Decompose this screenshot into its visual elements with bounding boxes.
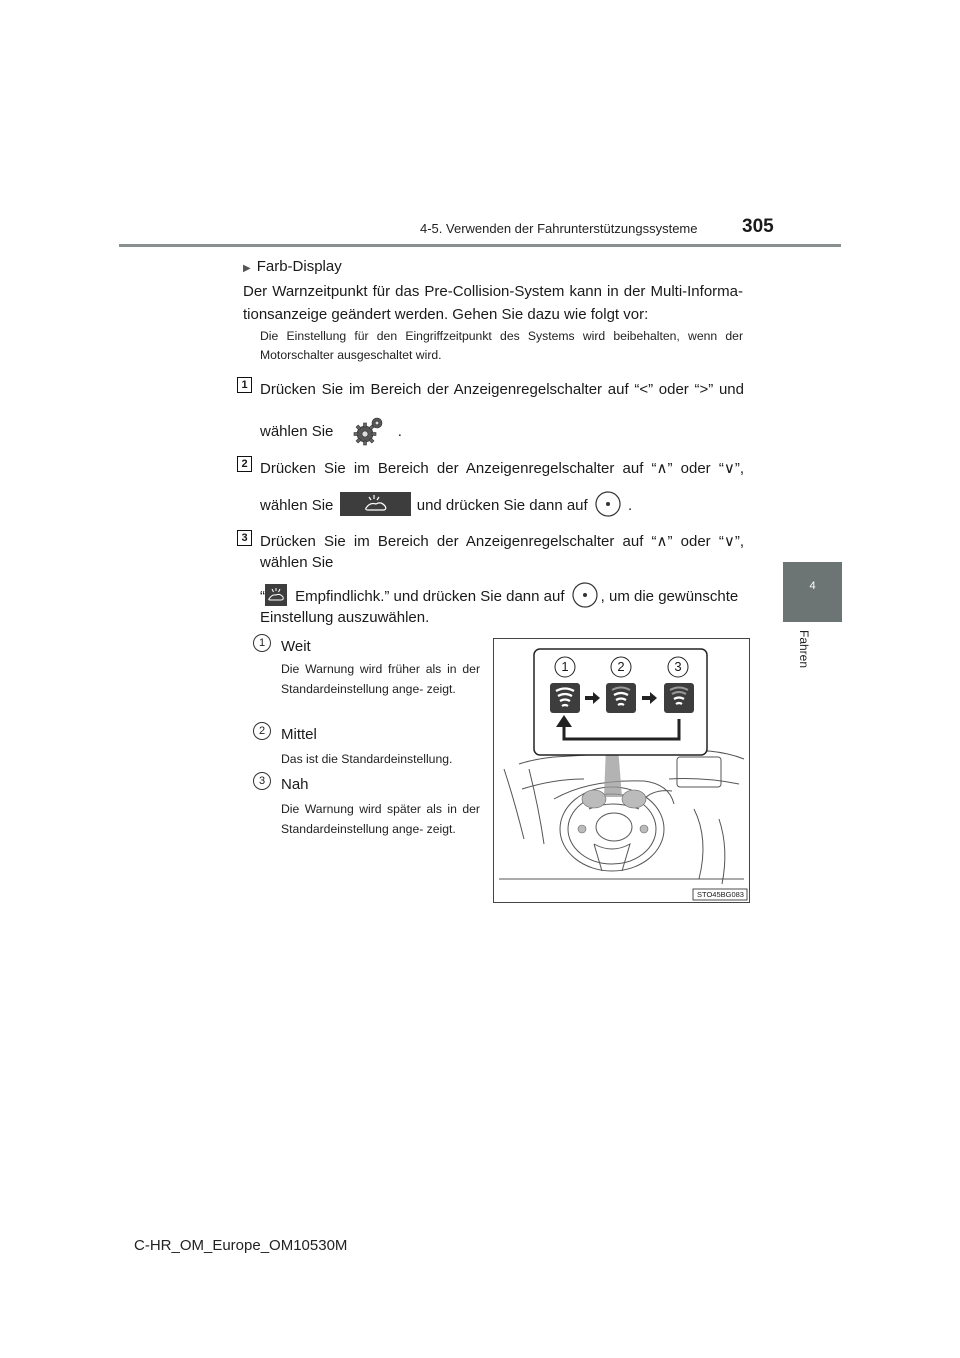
ok-button-icon <box>571 581 599 609</box>
step-3-text-c: , um die gewünschte <box>600 588 739 605</box>
pre-collision-icon <box>340 492 411 516</box>
step-1-text-b: . <box>397 423 402 440</box>
chapter-label: Fahren <box>797 630 811 669</box>
step-3-text-b: Empfindlichk.” und drücken Sie dann auf <box>295 588 565 605</box>
settings-gear-icon <box>352 414 386 448</box>
option-1-title: Weit <box>281 638 311 655</box>
triangle-bullet-icon: ▶ <box>243 263 251 274</box>
step-1-marker: 1 <box>237 377 252 393</box>
dashboard-drawing <box>494 639 749 902</box>
step-1-line1: Drücken Sie im Bereich der Anzeigenregelschalter auf “<” oder “>” und <box>260 381 744 398</box>
option-3-number: 3 <box>253 772 271 790</box>
header-rule <box>119 244 841 247</box>
figure-code: STO45BG083 <box>697 890 744 899</box>
sensitivity-illustration <box>493 638 750 903</box>
step-2-text-c: . <box>628 497 633 514</box>
step-1-text-a: wählen Sie <box>260 423 334 440</box>
option-2-desc: Das ist die Standardeinstellung. <box>281 752 453 766</box>
option-1-number: 1 <box>253 634 271 652</box>
step-3-line3 <box>260 581 738 609</box>
section-title: 4-5. Verwenden der Fahrunterstützungssysteme <box>420 221 698 236</box>
ok-button-icon <box>594 490 622 518</box>
step-3-marker: 3 <box>237 530 252 546</box>
step-1-line2 <box>260 414 402 448</box>
pre-collision-small-icon <box>265 584 287 606</box>
figure-label-2: 2 <box>617 659 625 674</box>
option-2-title: Mittel <box>281 726 317 743</box>
figure-label-1: 1 <box>561 659 569 674</box>
document-code: C-HR_OM_Europe_OM10530M <box>134 1237 348 1254</box>
figure-label-3: 3 <box>674 659 682 674</box>
step-3-line4: Einstellung auszuwählen. <box>260 609 430 626</box>
step-2-text-b: und drücken Sie dann auf <box>416 497 588 514</box>
option-3-title: Nah <box>281 776 309 793</box>
bullet-heading <box>243 256 342 279</box>
step-3-quote: “ <box>260 588 265 605</box>
step-3-line2: wählen Sie <box>260 554 334 571</box>
chapter-number: 4 <box>809 580 816 592</box>
step-2-line1: Drücken Sie im Bereich der Anzeigenregelschalter auf “∧” oder “∨”, <box>260 460 744 477</box>
option-2-number: 2 <box>253 722 271 740</box>
step-2-text-a: wählen Sie <box>260 497 334 514</box>
step-3-line1: Drücken Sie im Bereich der Anzeigenregelschalter auf “∧” oder “∨”, <box>260 533 744 550</box>
page-number: 305 <box>742 216 774 237</box>
note-paragraph: Die Einstellung für den Eingriffzeitpunkt des Systems wird beibehalten, wenn der Motorschalter ausgeschaltet wird. <box>260 329 743 362</box>
option-1-desc: Die Warnung wird früher als in der Standardeinstellung ange- zeigt. <box>281 662 480 696</box>
step-2-marker: 2 <box>237 456 252 472</box>
bullet-title: Farb-Display <box>256 258 342 275</box>
chapter-tab <box>783 562 842 622</box>
step-2-line2 <box>260 490 632 518</box>
option-3-desc: Die Warnung wird später als in der Standardeinstellung ange- zeigt. <box>281 802 480 836</box>
intro-paragraph: Der Warnzeitpunkt für das Pre-Collision-System kann in der Multi-Informa- tionsanzeige geändert werden. Gehen Sie dazu wie folgt vor: <box>243 283 743 323</box>
